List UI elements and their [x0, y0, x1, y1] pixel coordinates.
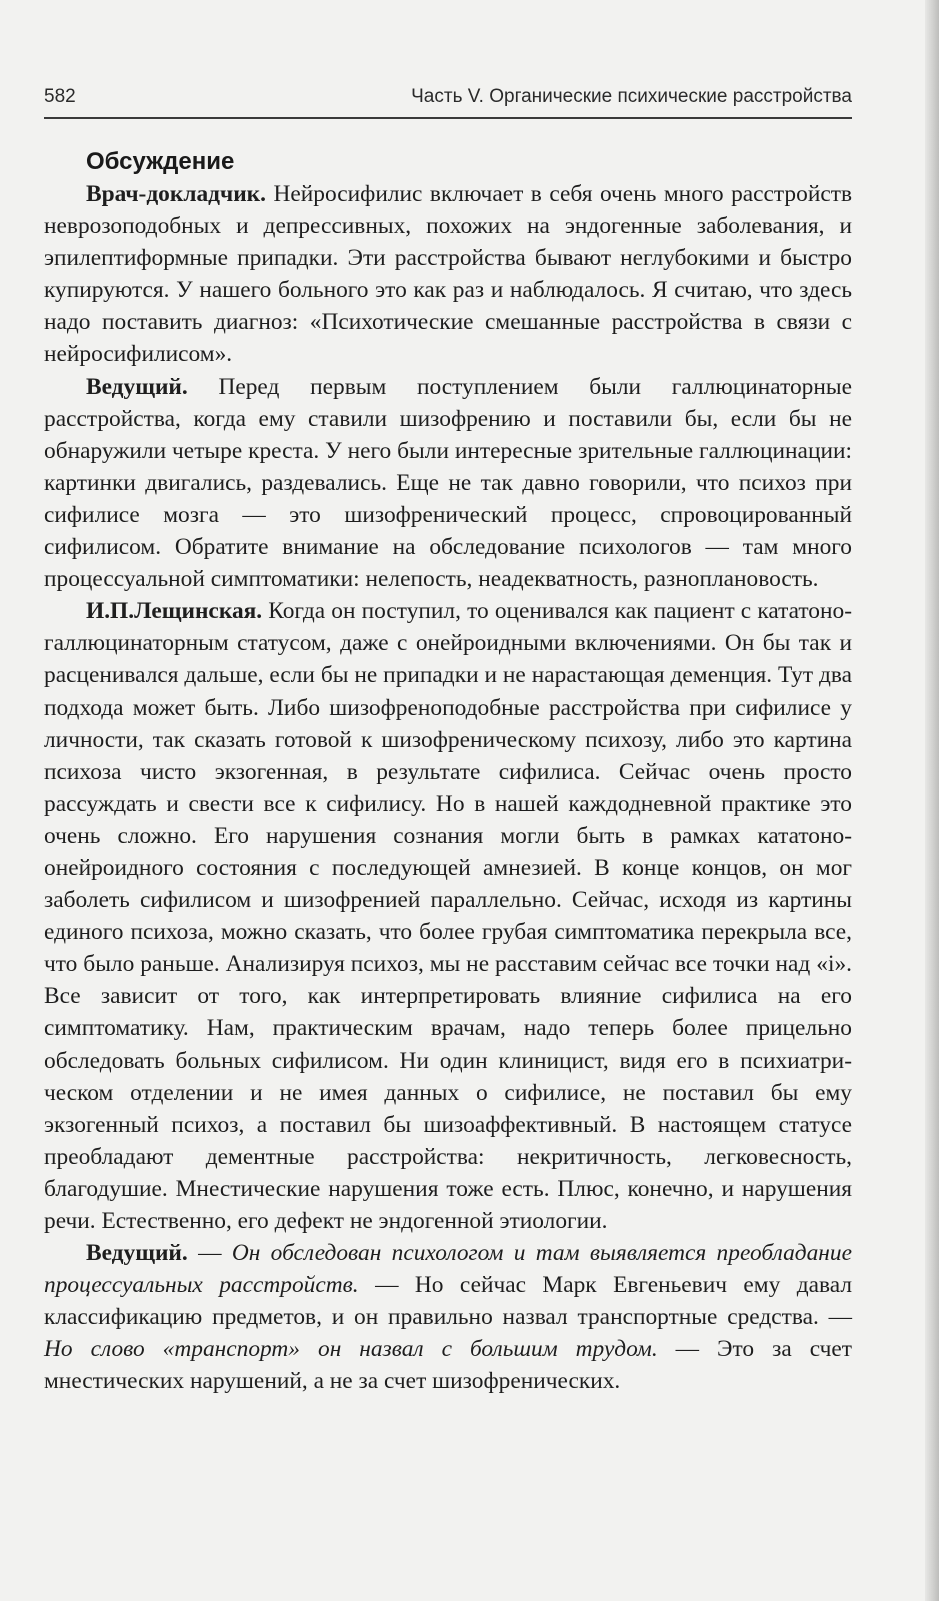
speaker-label: Ведущий.	[86, 373, 188, 400]
italic-remark: Он обследован психологом и там выявляется преобладание процессуальных расстройств.	[44, 1240, 852, 1299]
italic-remark: Но слово «транспорт» он назвал с большим трудом.	[44, 1336, 658, 1363]
paragraph-reporting-doctor	[44, 178, 852, 371]
dash: —	[187, 1240, 232, 1267]
paragraph-text: Нейросифилис включает в себя очень много расстройств неврозоподобных и депрессивных, похожих на эндогенные заболевания, и эпилептиформные припадки. Эти расстройства бывают неглубокими и быстро купируются. У нашего больного это как раз и наблюдалось. Я считаю, что здесь надо поставить диагноз: «Психотические смешанные расстройства в связи с нейросифилисом».	[44, 181, 852, 368]
paragraph-host-dialogue	[44, 1237, 852, 1397]
paragraph-text: — Но сейчас Марк Евгеньевич ему давал классификацию предметов, и он правильно назвал транспортные средства. —	[44, 1272, 853, 1331]
speaker-label: Ведущий.	[86, 1240, 188, 1267]
paragraph-text: Когда он поступил, то оценивался как пациент с кататоно-галлюцинаторным статусом, даже с онейроидными включениями. Он бы так и расценивался дальше, если бы не припадки и не нарастающая деменция. Тут два подхода может быть. Либо шизофреноподобные расстройства при сифилисе у личности, так сказать готовой к шизофреническому психозу, либо это картина психоза чисто экзогенная, в результате сифилиса. Сейчас очень просто рассуждать и свести все к сифилису. Но в нашей каждодневной практике это очень сложно. Его нарушения сознания могли быть в рамках кататоно-онейроидного состояния с последующей амнезией. В конце концов, он мог заболеть сифилисом и шизофренией параллельно. Сейчас, исходя из картины единого психоза, можно сказать, что более грубая симптоматика перекрыла все, что было раньше. Анализируя психоз, мы не расставим сейчас все точки над «i». Все зависит от того, как интерпретировать влияние сифилиса на его симптоматику. Нам, практическим врачам, надо теперь более прицельно обследовать больных сифилисом. Ни один клиницист, видя его в психиатрическом отделении и не имея данных о сифилисе, не поставил бы ему экзогенный психоз, а поставил бы шизоаффективный. В настоящем статусе преобладают дементные расстройства: некритичность, легковесность, благодушие. Мнестические нарушения тоже есть. Плюс, конечно, и нарушения речи. Естественно, его дефект не эндогенной этиологии.	[44, 598, 852, 1234]
paragraph-host	[44, 371, 852, 596]
paragraph-leshchinskaya	[44, 595, 852, 1237]
page-body	[44, 146, 852, 1398]
running-title: Часть V. Органические психические расстройства	[411, 86, 852, 107]
page-number: 582	[44, 86, 76, 107]
speaker-label: И.П.Лещинская.	[86, 598, 263, 625]
page-edge-shadow	[925, 0, 939, 1601]
paragraph-text: — Это за счет мнестических нарушений, а не за счет шизофренических.	[44, 1336, 852, 1395]
paragraph-text: Перед первым поступлением были галлюцинаторные расстройства, когда ему ставили шизофрению и поставили бы, если бы не обнаружили четыре креста. У него были интересные зрительные галлюцинации: картинки двигались, раздевались. Еще не так давно говорили, что психоз при сифилисе мозга — это шизофренический процесс, спровоцированный сифилисом. Обратите внимание на обследование психологов — там много процессуальной симптоматики: нелепость, неадекватность, разноплановость.	[44, 373, 852, 593]
speaker-label: Врач-докладчик.	[86, 181, 266, 207]
header-rule	[44, 117, 852, 119]
running-header	[44, 86, 852, 116]
section-title: Обсуждение	[86, 148, 235, 175]
